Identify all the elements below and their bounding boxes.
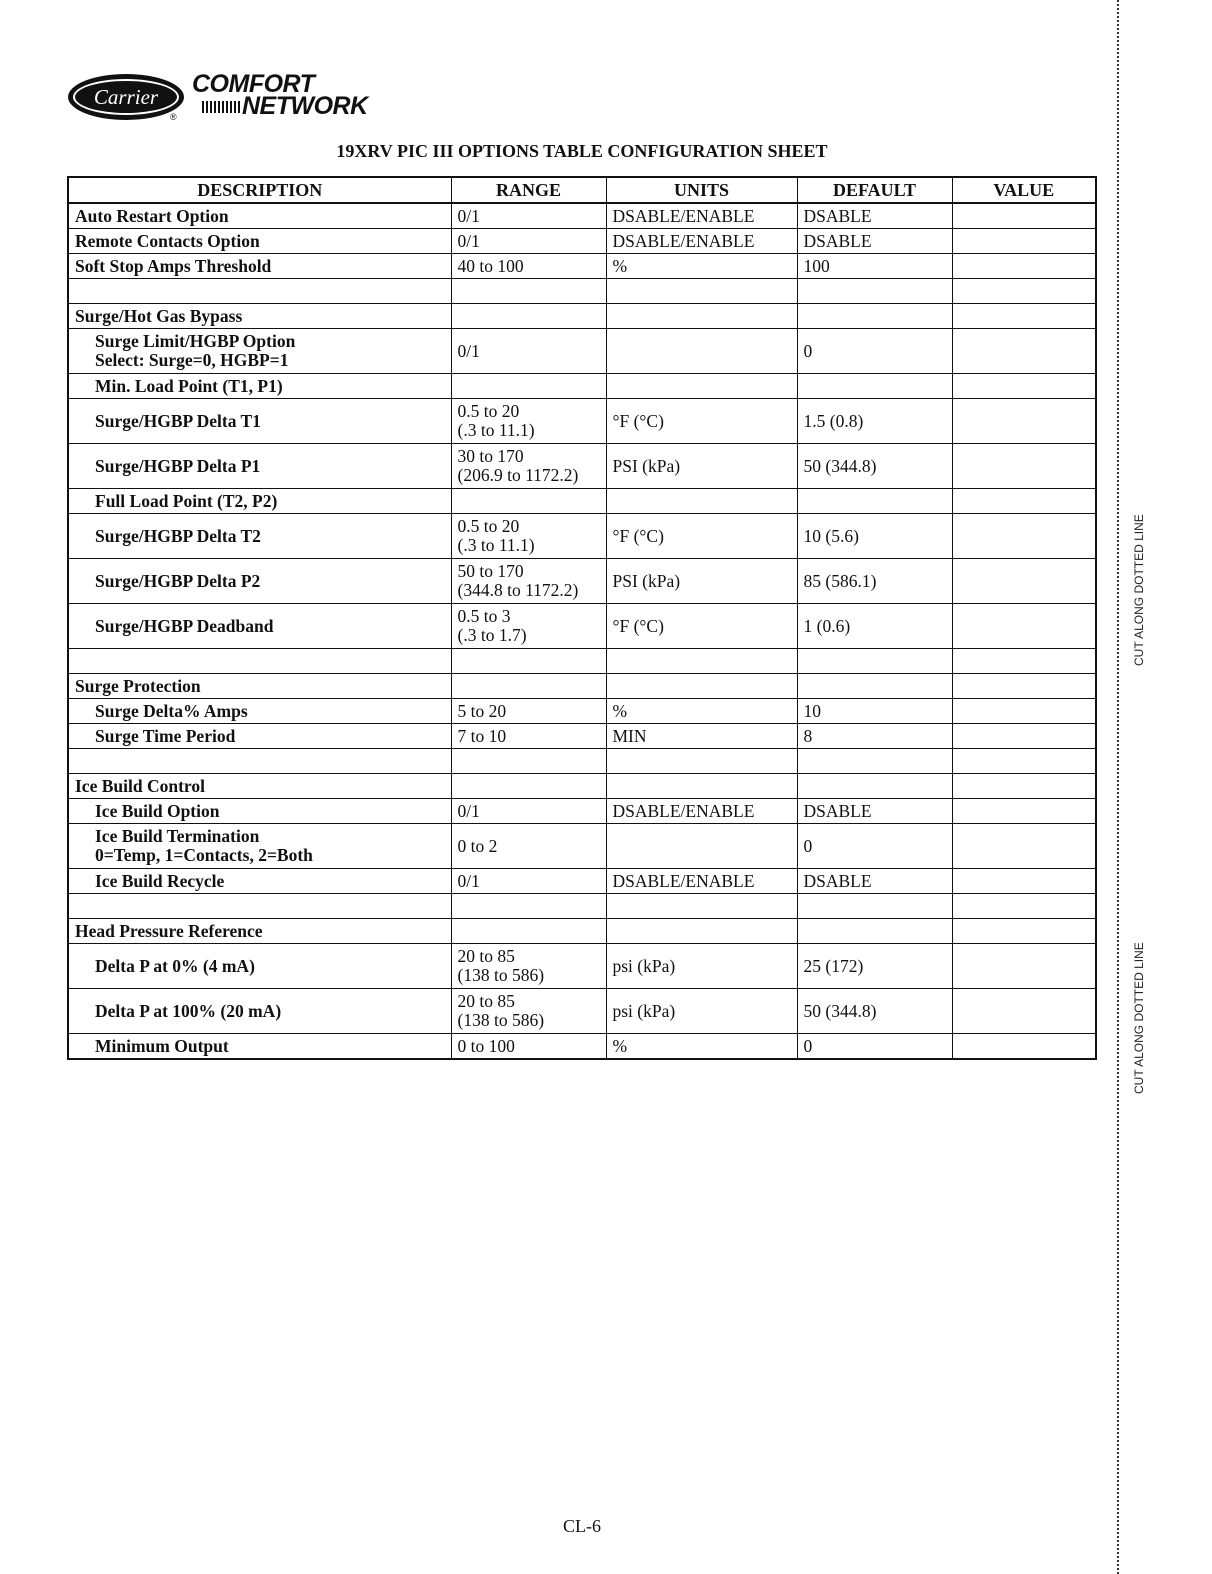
cell-value[interactable] [952, 799, 1096, 824]
cut-label-upper: CUT ALONG DOTTED LINE [1132, 514, 1146, 666]
cell-default [797, 674, 952, 699]
cell-description: Surge Delta% Amps [68, 699, 451, 724]
cell-description [68, 649, 451, 674]
cell-description: Ice Build Termination 0=Temp, 1=Contacts, 2=Both [68, 824, 451, 869]
cell-units: psi (kPa) [606, 944, 797, 989]
cell-description: Surge/HGBP Delta P2 [68, 559, 451, 604]
carrier-oval [68, 74, 184, 120]
table-row [68, 399, 1096, 444]
table-row [68, 604, 1096, 649]
cell-value[interactable] [952, 514, 1096, 559]
table-row [68, 1034, 1096, 1060]
cell-description: Min. Load Point (T1, P1) [68, 374, 451, 399]
cell-default [797, 279, 952, 304]
cell-default: 0 [797, 329, 952, 374]
cell-description: Surge/HGBP Deadband [68, 604, 451, 649]
cell-units: psi (kPa) [606, 989, 797, 1034]
cell-value[interactable] [952, 649, 1096, 674]
cell-default [797, 649, 952, 674]
cell-value[interactable] [952, 374, 1096, 399]
cell-description [68, 279, 451, 304]
cell-range [451, 304, 606, 329]
cell-default: 25 (172) [797, 944, 952, 989]
table-row [68, 824, 1096, 869]
table-row [68, 559, 1096, 604]
cell-range: 0.5 to 20 (.3 to 11.1) [451, 514, 606, 559]
cell-range: 5 to 20 [451, 699, 606, 724]
cell-units: % [606, 699, 797, 724]
cell-value[interactable] [952, 304, 1096, 329]
table-row [68, 489, 1096, 514]
cell-default [797, 749, 952, 774]
cell-description [68, 749, 451, 774]
cell-description: Surge/HGBP Delta T2 [68, 514, 451, 559]
logo-line2: NETWORK [242, 92, 368, 120]
cell-description: Ice Build Recycle [68, 869, 451, 894]
col-description-header: DESCRIPTION [68, 177, 451, 203]
cell-value[interactable] [952, 254, 1096, 279]
cell-default [797, 304, 952, 329]
logo-reg-mark: ® [170, 112, 177, 122]
table-row [68, 279, 1096, 304]
cell-units: DSABLE/ENABLE [606, 869, 797, 894]
cell-range [451, 374, 606, 399]
cell-value[interactable] [952, 674, 1096, 699]
table-row [68, 374, 1096, 399]
cell-description: Ice Build Option [68, 799, 451, 824]
cell-value[interactable] [952, 489, 1096, 514]
cell-value[interactable] [952, 774, 1096, 799]
cell-units: DSABLE/ENABLE [606, 229, 797, 254]
cut-dotted-line [1117, 0, 1119, 1574]
cell-value[interactable] [952, 203, 1096, 229]
cell-units: DSABLE/ENABLE [606, 799, 797, 824]
cell-range: 0/1 [451, 203, 606, 229]
table-row [68, 254, 1096, 279]
cell-range: 0 to 100 [451, 1034, 606, 1060]
page-title: 19XRV PIC III OPTIONS TABLE CONFIGURATION SHEET [336, 141, 828, 161]
table-row [68, 329, 1096, 374]
cell-range: 0/1 [451, 799, 606, 824]
cell-description: Minimum Output [68, 1034, 451, 1060]
cell-units [606, 674, 797, 699]
table-row [68, 749, 1096, 774]
cell-units: % [606, 1034, 797, 1060]
cell-description: Surge Protection [68, 674, 451, 699]
cell-value[interactable] [952, 724, 1096, 749]
table-row [68, 989, 1096, 1034]
cell-range: 20 to 85 (138 to 586) [451, 944, 606, 989]
cell-units: DSABLE/ENABLE [606, 203, 797, 229]
cut-label-lower: CUT ALONG DOTTED LINE [1132, 942, 1146, 1094]
cell-range: 0/1 [451, 229, 606, 254]
cell-default: 0 [797, 824, 952, 869]
col-range-header: RANGE [451, 177, 606, 203]
cell-value[interactable] [952, 749, 1096, 774]
carrier-logo [68, 70, 368, 120]
cell-default [797, 374, 952, 399]
cell-units [606, 374, 797, 399]
cell-units: °F (°C) [606, 604, 797, 649]
cell-description: Delta P at 100% (20 mA) [68, 989, 451, 1034]
page-number: CL-6 [563, 1516, 601, 1536]
cell-value[interactable] [952, 1034, 1096, 1060]
cell-value[interactable] [952, 944, 1096, 989]
cell-description: Auto Restart Option [68, 203, 451, 229]
cell-value[interactable] [952, 279, 1096, 304]
cell-value[interactable] [952, 229, 1096, 254]
cell-units: °F (°C) [606, 399, 797, 444]
cell-description: Surge Limit/HGBP Option Select: Surge=0, HGBP=1 [68, 329, 451, 374]
col-default-header: DEFAULT [797, 177, 952, 203]
cell-value[interactable] [952, 559, 1096, 604]
cell-value[interactable] [952, 399, 1096, 444]
cell-default: 100 [797, 254, 952, 279]
table-row [68, 203, 1096, 229]
cell-value[interactable] [952, 919, 1096, 944]
cell-description: Surge/HGBP Delta T1 [68, 399, 451, 444]
table-row [68, 869, 1096, 894]
table-header-row [68, 177, 1096, 203]
cell-units [606, 824, 797, 869]
cell-description: Remote Contacts Option [68, 229, 451, 254]
cell-description: Surge/Hot Gas Bypass [68, 304, 451, 329]
cell-default [797, 489, 952, 514]
cell-units [606, 489, 797, 514]
table-row [68, 699, 1096, 724]
cell-range [451, 894, 606, 919]
cell-range: 0/1 [451, 329, 606, 374]
logo-brand: Carrier [73, 79, 179, 115]
cell-value[interactable] [952, 329, 1096, 374]
cell-value[interactable] [952, 824, 1096, 869]
cell-units [606, 649, 797, 674]
cell-range: 0 to 2 [451, 824, 606, 869]
options-table [67, 176, 1097, 1060]
cell-units: °F (°C) [606, 514, 797, 559]
cell-default: DSABLE [797, 799, 952, 824]
cell-default: 50 (344.8) [797, 989, 952, 1034]
logo-line1: COMFORT [192, 70, 315, 98]
table-body [68, 203, 1096, 1059]
cell-range [451, 774, 606, 799]
cell-default: 10 [797, 699, 952, 724]
cell-value[interactable] [952, 894, 1096, 919]
cell-description: Surge Time Period [68, 724, 451, 749]
cell-range: 50 to 170 (344.8 to 1172.2) [451, 559, 606, 604]
table-row [68, 774, 1096, 799]
cell-range: 0.5 to 3 (.3 to 1.7) [451, 604, 606, 649]
cell-range: 40 to 100 [451, 254, 606, 279]
cell-default: 1 (0.6) [797, 604, 952, 649]
cell-default: 8 [797, 724, 952, 749]
cell-range [451, 749, 606, 774]
cell-value[interactable] [952, 989, 1096, 1034]
cell-default: 10 (5.6) [797, 514, 952, 559]
table-row [68, 674, 1096, 699]
table-row [68, 799, 1096, 824]
cell-units [606, 749, 797, 774]
cell-default: DSABLE [797, 229, 952, 254]
cell-description [68, 894, 451, 919]
table-row [68, 724, 1096, 749]
cell-range: 7 to 10 [451, 724, 606, 749]
cell-units: MIN [606, 724, 797, 749]
cell-default: 85 (586.1) [797, 559, 952, 604]
cell-range [451, 489, 606, 514]
table-row [68, 229, 1096, 254]
table-row [68, 919, 1096, 944]
cell-description: Soft Stop Amps Threshold [68, 254, 451, 279]
cell-range [451, 649, 606, 674]
cell-range [451, 674, 606, 699]
cell-units: % [606, 254, 797, 279]
col-value-header: VALUE [952, 177, 1096, 203]
cell-value[interactable] [952, 699, 1096, 724]
cell-value[interactable] [952, 444, 1096, 489]
cell-range: 20 to 85 (138 to 586) [451, 989, 606, 1034]
cell-description: Full Load Point (T2, P2) [68, 489, 451, 514]
cell-units [606, 919, 797, 944]
cell-value[interactable] [952, 869, 1096, 894]
cell-default: DSABLE [797, 869, 952, 894]
cell-default: DSABLE [797, 203, 952, 229]
table-row [68, 514, 1096, 559]
col-units-header: UNITS [606, 177, 797, 203]
cell-value[interactable] [952, 604, 1096, 649]
cell-range: 0/1 [451, 869, 606, 894]
table-row [68, 894, 1096, 919]
cell-description: Head Pressure Reference [68, 919, 451, 944]
cell-units: PSI (kPa) [606, 444, 797, 489]
cell-default: 0 [797, 1034, 952, 1060]
cell-range [451, 919, 606, 944]
cell-units: PSI (kPa) [606, 559, 797, 604]
cell-units [606, 279, 797, 304]
cell-description: Ice Build Control [68, 774, 451, 799]
cell-default [797, 919, 952, 944]
cell-units [606, 329, 797, 374]
cell-units [606, 304, 797, 329]
cell-range: 0.5 to 20 (.3 to 11.1) [451, 399, 606, 444]
cell-description: Surge/HGBP Delta P1 [68, 444, 451, 489]
cell-default [797, 774, 952, 799]
table-row [68, 304, 1096, 329]
cell-description: Delta P at 0% (4 mA) [68, 944, 451, 989]
cell-default: 50 (344.8) [797, 444, 952, 489]
cell-default [797, 894, 952, 919]
cell-default: 1.5 (0.8) [797, 399, 952, 444]
cell-range: 30 to 170 (206.9 to 1172.2) [451, 444, 606, 489]
table-row [68, 444, 1096, 489]
cell-range [451, 279, 606, 304]
cell-units [606, 774, 797, 799]
cell-units [606, 894, 797, 919]
table-row [68, 944, 1096, 989]
table-row [68, 649, 1096, 674]
